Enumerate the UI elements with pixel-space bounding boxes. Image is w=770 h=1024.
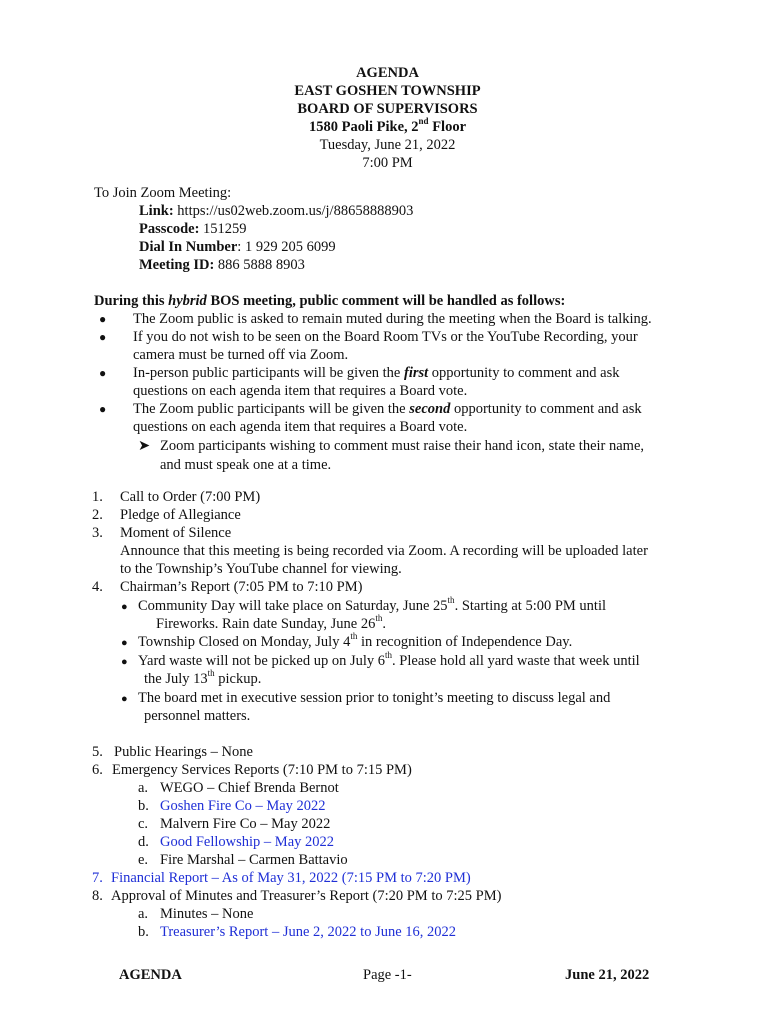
township-closed-note: Township Closed on Monday, July 4th in recognition of Independence Day. <box>138 631 573 650</box>
footer-date: June 21, 2022 <box>565 967 650 983</box>
sub-letter: a. <box>138 780 149 796</box>
zoom-raise-hand-rule-cont: and must speak one at a time. <box>160 457 332 473</box>
bullet-icon: ● <box>99 402 107 416</box>
board-name: BOARD OF SUPERVISORS <box>297 101 478 117</box>
hybrid-rule-2: If you do not wish to be seen on the Board Room TVs or the YouTube Recording, your <box>133 329 638 345</box>
item-number: 7. <box>92 870 103 886</box>
yard-waste-note-cont: the July 13th pickup. <box>144 668 262 687</box>
item-chairmans-report: Chairman’s Report (7:05 PM to 7:10 PM) <box>120 579 363 595</box>
sub-letter: b. <box>138 798 149 814</box>
recording-announcement: Announce that this meeting is being recorded via Zoom. A recording will be uploaded later <box>120 543 648 559</box>
item-public-hearings: Public Hearings – None <box>114 744 253 760</box>
item-number: 6. <box>92 762 103 778</box>
zoom-raise-hand-rule: Zoom participants wishing to comment must raise their hand icon, state their name, <box>160 438 645 454</box>
page-number: Page -1- <box>363 967 412 983</box>
treasurers-report-link[interactable]: Treasurer’s Report – June 2, 2022 to June 16, 2022 <box>160 924 457 940</box>
item-approval-of-minutes: Approval of Minutes and Treasurer’s Report (7:20 PM to 7:25 PM) <box>111 888 502 904</box>
fire-marshal-report: Fire Marshal – Carmen Battavio <box>160 852 348 868</box>
hybrid-heading: During this hybrid BOS meeting, public comment will be handled as follows: <box>94 293 566 309</box>
zoom-passcode: Passcode: 151259 <box>139 221 247 237</box>
meeting-address: 1580 Paoli Pike, 2nd Floor <box>308 116 467 135</box>
arrow-bullet-icon: ➤ <box>138 438 151 454</box>
item-pledge: Pledge of Allegiance <box>120 507 241 523</box>
financial-report-link[interactable]: Financial Report – As of May 31, 2022 (7:15 PM to 7:20 PM) <box>111 870 471 886</box>
item-number: 3. <box>92 525 103 541</box>
item-number: 5. <box>92 744 103 760</box>
sub-letter: b. <box>138 924 149 940</box>
zoom-dial-in: Dial In Number: 1 929 205 6099 <box>139 239 336 255</box>
sub-letter: e. <box>138 852 149 868</box>
community-day-note: Community Day will take place on Saturday, June 25th. Starting at 5:00 PM until <box>138 595 607 614</box>
bullet-icon: ● <box>99 366 107 380</box>
yard-waste-note: Yard waste will not be picked up on July 6th. Please hold all yard waste that week until <box>138 650 640 669</box>
hybrid-rule-3-cont: questions on each agenda item that requires a Board vote. <box>133 383 468 399</box>
community-day-note-cont: Fireworks. Rain date Sunday, June 26th. <box>156 613 386 632</box>
bullet-icon: ● <box>121 656 128 668</box>
executive-session-note-cont: personnel matters. <box>144 708 251 724</box>
hybrid-rule-2-cont: camera must be turned off via Zoom. <box>133 347 349 363</box>
sub-letter: a. <box>138 906 149 922</box>
bullet-icon: ● <box>99 330 107 344</box>
item-call-to-order: Call to Order (7:00 PM) <box>120 489 261 505</box>
township-name: EAST GOSHEN TOWNSHIP <box>294 83 481 99</box>
good-fellowship-link[interactable]: Good Fellowship – May 2022 <box>160 834 334 850</box>
item-number: 2. <box>92 507 103 523</box>
bullet-icon: ● <box>121 637 128 649</box>
meeting-date: Tuesday, June 21, 2022 <box>319 137 456 153</box>
bullet-icon: ● <box>121 693 128 705</box>
recording-announcement-cont: to the Township’s YouTube channel for viewing. <box>120 561 402 577</box>
bullet-icon: ● <box>121 601 128 613</box>
item-emergency-services: Emergency Services Reports (7:10 PM to 7:15 PM) <box>112 762 412 778</box>
item-moment-of-silence: Moment of Silence <box>120 525 232 541</box>
item-number: 1. <box>92 489 103 505</box>
meeting-time: 7:00 PM <box>362 155 413 171</box>
zoom-intro: To Join Zoom Meeting: <box>94 185 232 201</box>
agenda-title: AGENDA <box>356 65 419 81</box>
hybrid-rule-3: In-person public participants will be given the first opportunity to comment and ask <box>133 365 620 381</box>
hybrid-rule-4: The Zoom public participants will be given the second opportunity to comment and ask <box>133 401 642 417</box>
malvern-fire-co-report: Malvern Fire Co – May 2022 <box>160 816 331 832</box>
zoom-link[interactable]: Link: https://us02web.zoom.us/j/88658888903 <box>139 203 414 219</box>
executive-session-note: The board met in executive session prior to tonight’s meeting to discuss legal and <box>138 690 611 706</box>
sub-letter: d. <box>138 834 149 850</box>
item-number: 8. <box>92 888 103 904</box>
wego-report: WEGO – Chief Brenda Bernot <box>160 780 339 796</box>
zoom-meeting-id: Meeting ID: 886 5888 8903 <box>139 257 305 273</box>
goshen-fire-co-link[interactable]: Goshen Fire Co – May 2022 <box>160 798 326 814</box>
minutes-item: Minutes – None <box>160 906 254 922</box>
footer-title: AGENDA <box>119 967 182 983</box>
sub-letter: c. <box>138 816 149 832</box>
bullet-icon: ● <box>99 312 107 326</box>
hybrid-rule-4-cont: questions on each agenda item that requires a Board vote. <box>133 419 468 435</box>
hybrid-rule-1: The Zoom public is asked to remain muted during the meeting when the Board is talking. <box>133 311 652 327</box>
item-number: 4. <box>92 579 103 595</box>
